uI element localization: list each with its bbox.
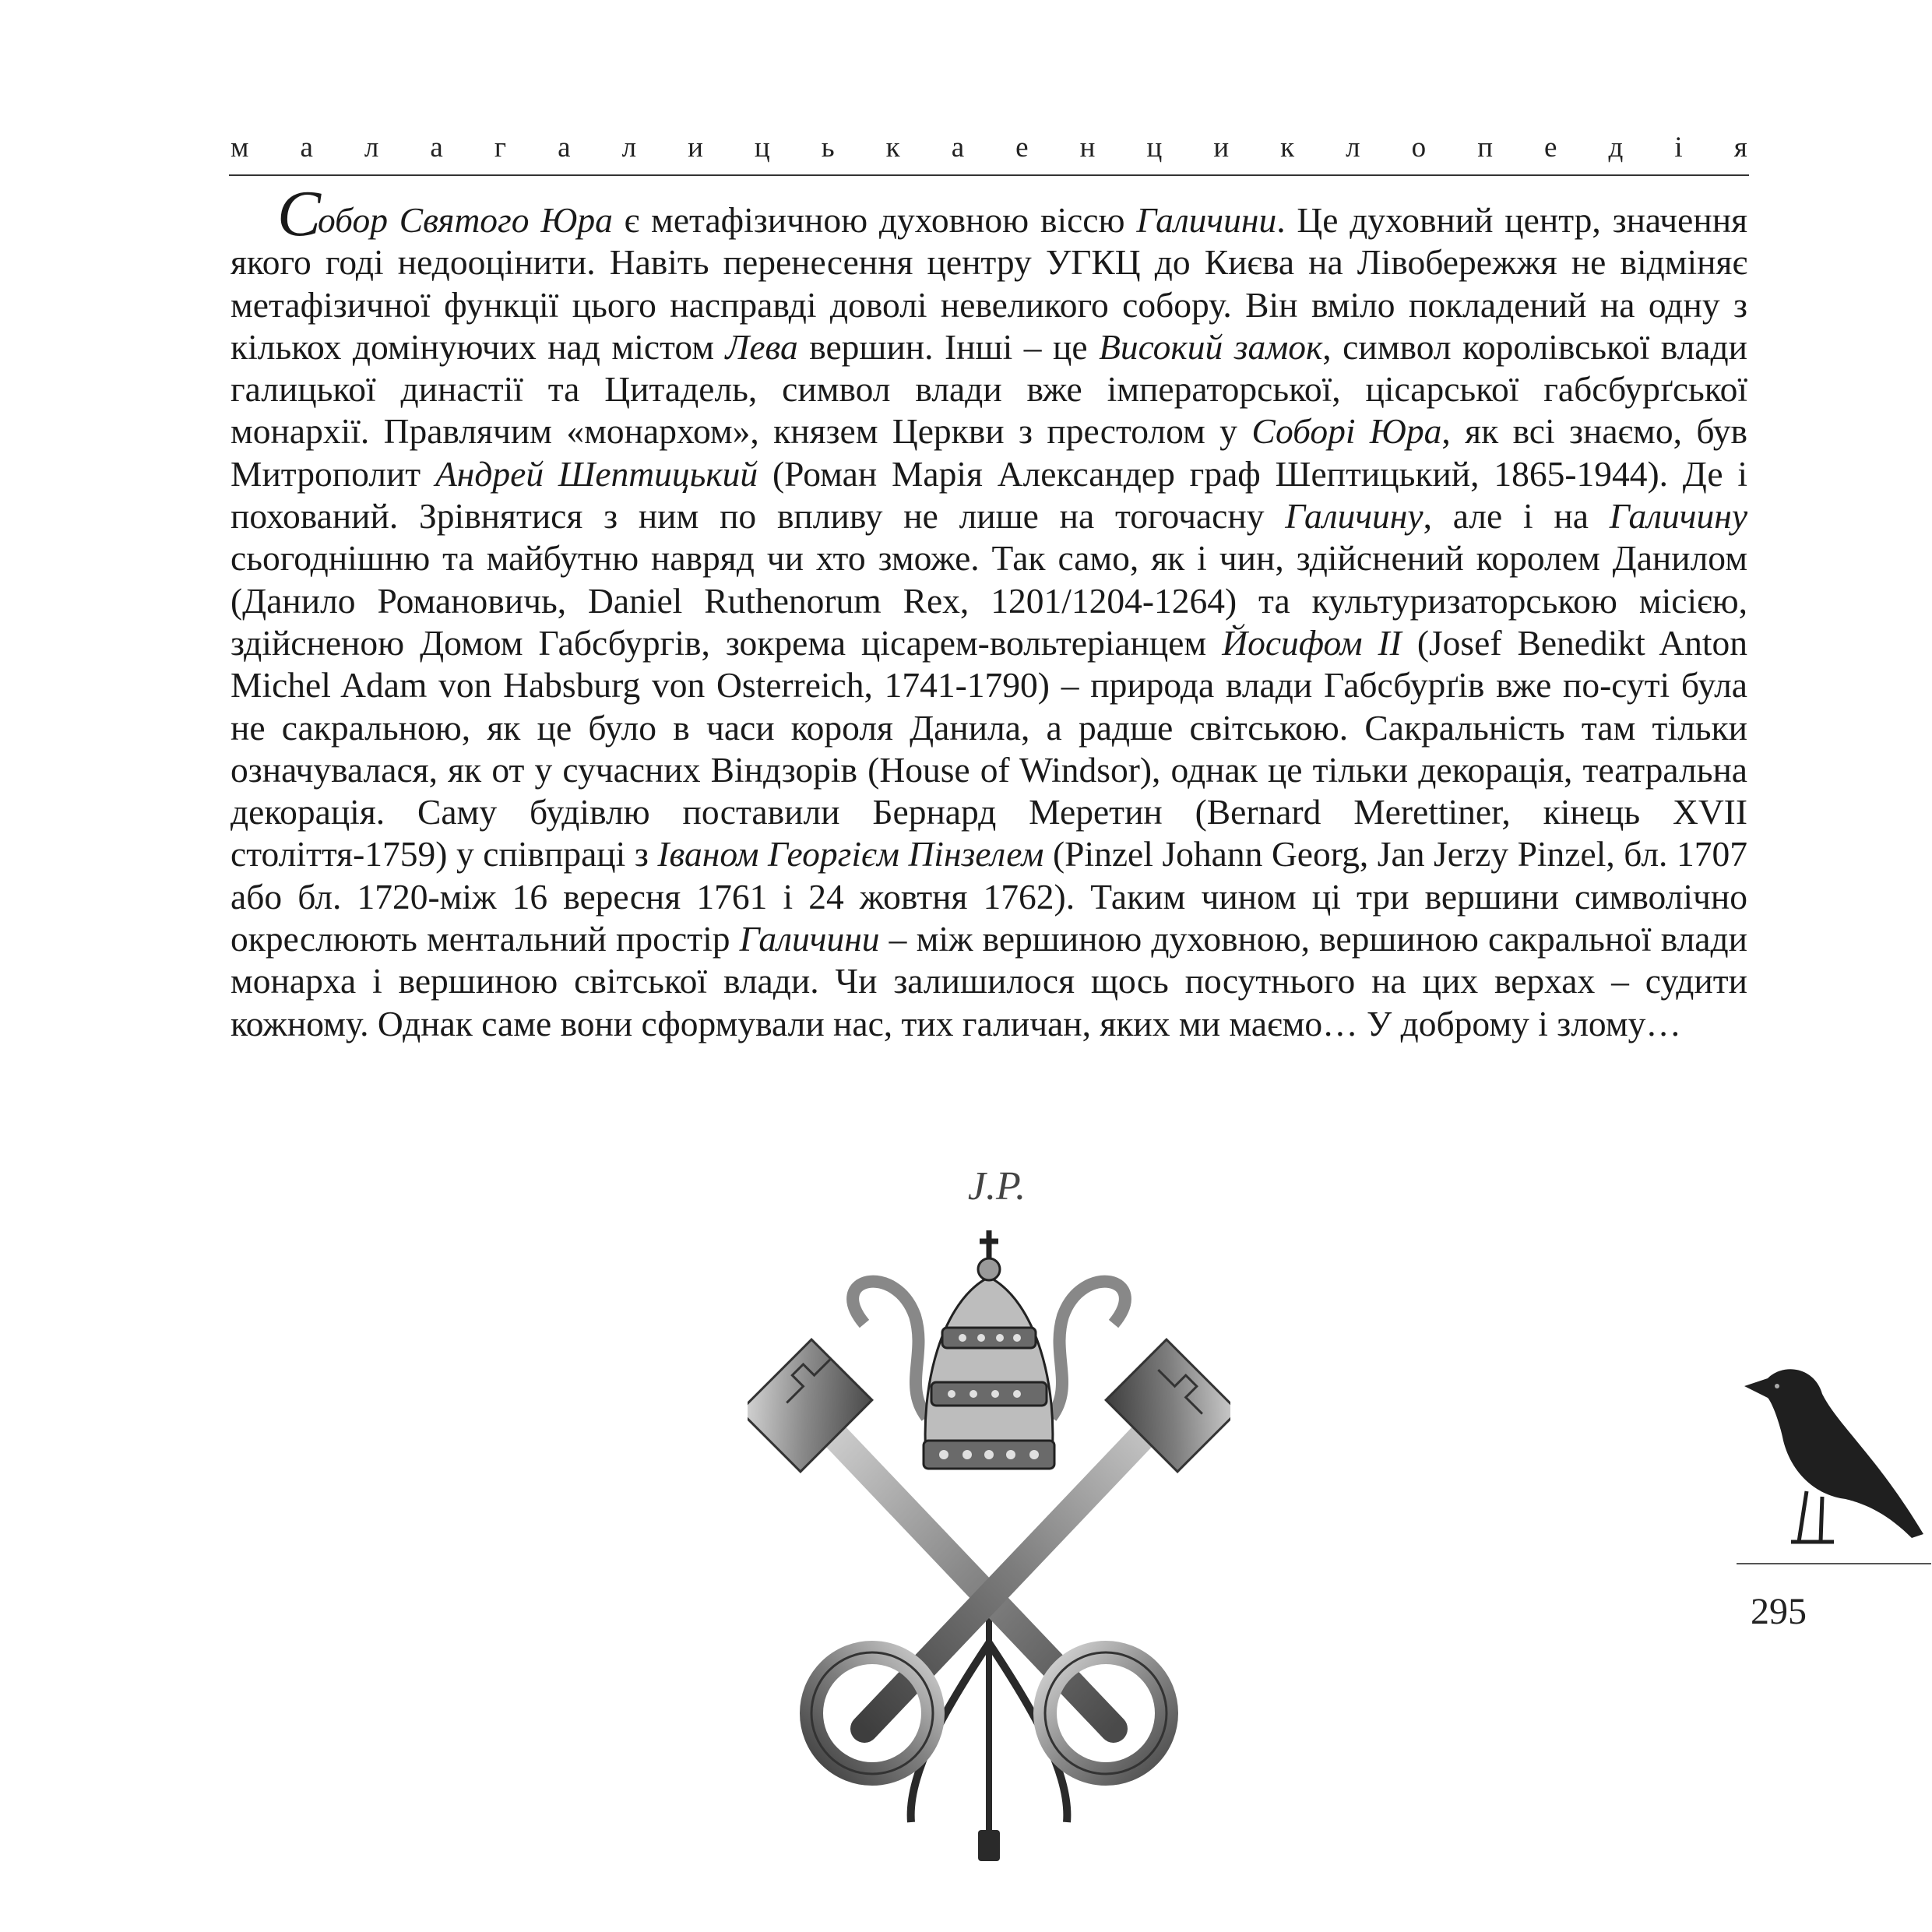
italic-term: Високий замок	[1099, 326, 1323, 367]
header-letter: а	[430, 132, 443, 164]
header-letter: д	[1608, 132, 1624, 164]
italic-term: Соборі Юра	[1251, 411, 1442, 452]
header-rule	[229, 174, 1749, 176]
crow-illustration	[1737, 1355, 1931, 1577]
header-letter: и	[1213, 132, 1230, 164]
italic-term: Галичину	[1285, 496, 1423, 537]
italic-term: Іваном Георгієм Пінзелем	[657, 834, 1044, 875]
header-letter: і	[1674, 132, 1683, 164]
running-header	[231, 131, 1747, 164]
italic-term: Галичини	[739, 919, 880, 959]
drop-cap: С	[277, 178, 318, 250]
header-letter: е	[1015, 132, 1029, 164]
papal-keys-emblem	[748, 1230, 1230, 1873]
header-letter: ц	[1146, 132, 1163, 164]
article-paragraph: Собор Святого Юра є метафізичною духовною віссю Галичини. Це духовний центр, значення якого годі недооцінити. Навіть перенесення центру УГКЦ до Києва на Лівобережжя не відміняє метафізичної функції цього насправді доволі невеликого собору. Він вміло покладений на одну з кількох домінуючих над містом Лева вершин. Інші – це Високий замок, символ королівської влади галицької династії та Цитадель, символ влади вже імператорської, цісарської габсбурґської монархії. Правлячим «монархом», князем Церкви з престолом у Соборі Юра, як всі знаємо, був Митрополит Андрей Шептицький (Роман Марія Александер граф Шептицький, 1865-1944). Де і похований. Зрівнятися з ним по впливу не лише на тогочасну Галичину, але і на Галичину сьогоднішню та майбутню навряд чи хто зможе. Так само, як і чин, здійснений королем Данилом (Данило Романовичь, Daniel Ruthenorum Rex, 1201/1204-1264) та культуризаторською місією, здійсненою Домом Габсбургів, зокрема цісарем-вольтеріанцем Йосифом II (Josef Benedikt Anton Michel Adam von Habsburg von Osterreich, 1741-1790) – природа влади Габсбурґів вже по-суті була не сакральною, як це було в часи короля Данила, а радше світською. Сакральність там тільки означувалася, як от у сучасних Віндзорів (House of Windsor), однак це тільки декорація, театральна декорація. Саму будівлю поставили Бернард Меретин (Bernard Merettiner, кінець XVII століття-1759) у співпраці з Іваном Георгієм Пінзелем (Pinzel Johann Georg, Jan Jerzy Pinzel, бл. 1707 або бл. 1720-між 16 вересня 1761 і 24 жовтня 1762). Таким чином ці три вершини символічно окреслюють ментальний простір Галичини – між вершиною духовною, вершиною сакральної влади монарха і вершиною світської влади. Чи залишилося щось посутнього на цих верхах – судити кожному. Однак саме вони сформували нас, тих галичан, яких ми маємо… У доброму і злому…	[231, 178, 1748, 1043]
header-letter: л	[364, 132, 379, 164]
header-letter: н	[1079, 132, 1096, 164]
italic-term: Галичину	[1609, 496, 1748, 537]
italic-term: Галичини	[1136, 200, 1277, 240]
italic-term: Андрей Шептицький	[435, 453, 758, 494]
header-letter: и	[688, 132, 703, 164]
header-letter: е	[1544, 132, 1557, 164]
author-signature: J.P.	[967, 1164, 1026, 1209]
header-letter: к	[1280, 132, 1295, 164]
header-letter: я	[1733, 132, 1747, 164]
header-letter: п	[1477, 132, 1494, 164]
header-letter: а	[951, 132, 965, 164]
article-title: Собор Святого Юра	[277, 178, 613, 250]
article-body	[231, 178, 1748, 1045]
header-letter: ь	[821, 132, 835, 164]
header-letter: к	[885, 132, 900, 164]
page-number: 295	[1751, 1591, 1807, 1632]
header-letter: л	[1346, 132, 1360, 164]
header-letter: г	[494, 132, 507, 164]
italic-term: Йосифом II	[1222, 622, 1402, 663]
italic-term: Лева	[725, 326, 798, 367]
header-letter: л	[621, 132, 637, 164]
header-letter: а	[300, 132, 313, 164]
header-letter: ц	[754, 132, 770, 164]
header-letter: м	[231, 132, 249, 164]
header-letter: а	[558, 132, 571, 164]
header-letter: о	[1411, 132, 1427, 164]
